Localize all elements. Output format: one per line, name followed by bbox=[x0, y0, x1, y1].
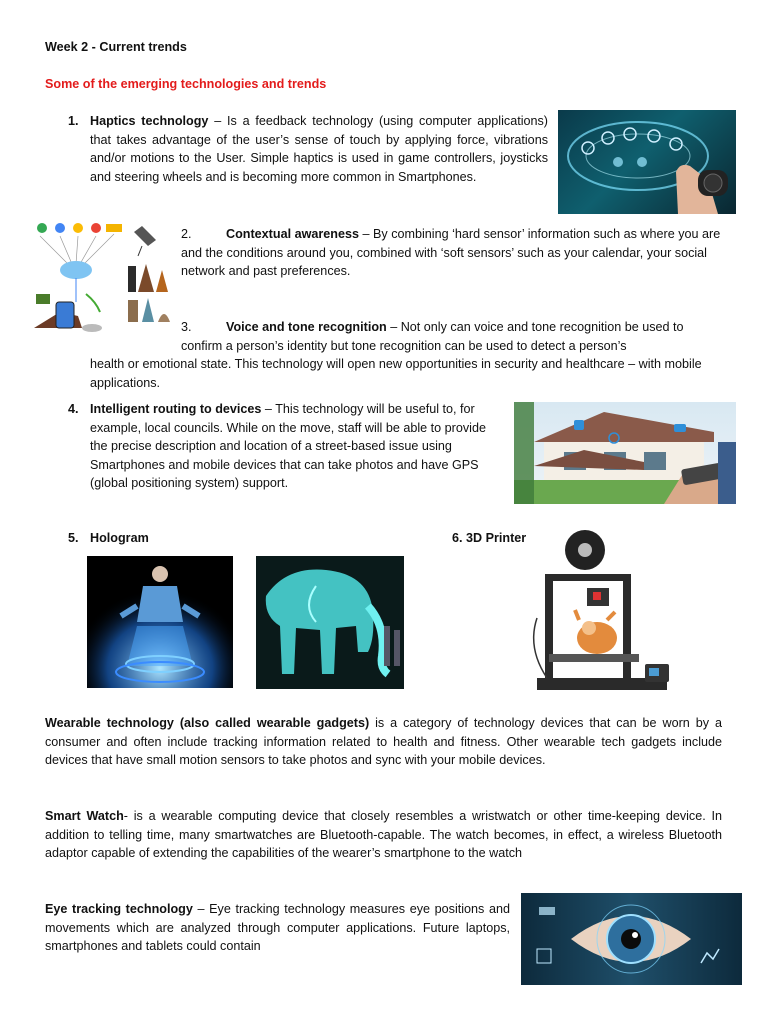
smartwatch-text: - is a wearable computing device that closely resembles a wristwatch or other time-keeping device. In addition to telling time, many smartwatches are Bluetooth-capable. The watch becomes, in effect, a wireless Bluetooth adaptor capable of extending the capabilities of the wearer’s smartphone to the watch bbox=[45, 809, 722, 861]
hologram-person-image bbox=[87, 556, 233, 688]
context-awareness-image bbox=[30, 216, 178, 338]
list-number: 3. bbox=[181, 320, 192, 334]
list-number: 1. bbox=[68, 114, 79, 128]
contextual-paragraph bbox=[181, 225, 726, 281]
eyetracking-text: – Eye tracking technology measures eye positions and movements which are analyzed through computer applications. Future laptops, smartphones and tablets could contain bbox=[45, 902, 510, 954]
contextual-term: Contextual awareness bbox=[226, 227, 359, 241]
wearable-text: is a category of technology devices that can be worn by a consumer and often include tracking information related to health and fitness. Other wearable tech gadgets include devices that have small motion sensors to take photos and sync with your mobile devices. bbox=[45, 716, 722, 768]
haptics-paragraph bbox=[90, 112, 548, 186]
smart-home-image bbox=[514, 402, 736, 504]
haptics-text: – Is a feedback technology (using computer applications) that takes advantage of the user’s sense of touch by applying force, vibrations and/or motions to the User. Simple haptics is used in game controllers, joysticks and steering wheels and is becoming more common in Smartphones. bbox=[90, 114, 549, 184]
wearable-paragraph bbox=[45, 714, 722, 770]
3d-printer-image bbox=[527, 528, 673, 698]
voice-paragraph-first bbox=[181, 318, 726, 355]
eyetracking-term: Eye tracking technology bbox=[45, 902, 193, 916]
eyetracking-paragraph bbox=[45, 900, 510, 956]
routing-term: Intelligent routing to devices bbox=[90, 402, 262, 416]
section-subtitle: Some of the emerging technologies and trends bbox=[45, 77, 327, 91]
smartwatch-term: Smart Watch bbox=[45, 809, 124, 823]
contextual-text: – By combining ‘hard sensor’ information such as where you are and the conditions around you, combined with ‘soft sensors’ such as your calendar, your social network and past preferences. bbox=[181, 227, 721, 279]
haptics-term: Haptics technology bbox=[90, 114, 209, 128]
wearable-term: Wearable technology (also called wearable gadgets) bbox=[45, 716, 370, 730]
smartwatch-paragraph bbox=[45, 807, 722, 863]
printer-heading: 6. 3D Printer bbox=[452, 531, 527, 545]
voice-paragraph-rest: health or emotional state. This technology will open new opportunities in security and healthcare – with mobile applications. bbox=[90, 357, 702, 390]
routing-text: – This technology will be useful to, for example, local councils. While on the move, staff will be able to provide the precise description and location of a street-based issue using Smartphones and mobile devices that can take photos and have GPS (global positioning system) support. bbox=[90, 402, 486, 491]
hologram-heading: Hologram bbox=[90, 531, 149, 545]
haptics-image bbox=[558, 110, 736, 214]
list-number: 5. bbox=[68, 531, 79, 545]
page-title: Week 2 - Current trends bbox=[45, 40, 187, 54]
voice-term: Voice and tone recognition bbox=[226, 320, 387, 334]
list-number: 4. bbox=[68, 402, 79, 416]
routing-paragraph bbox=[90, 400, 502, 493]
eye-tracking-image bbox=[521, 893, 742, 985]
list-number: 2. bbox=[181, 227, 192, 241]
voice-text: – Not only can voice and tone recognition be used to confirm a person’s identity but tone recognition can be used to detect a person’s bbox=[181, 320, 684, 353]
hologram-elephant-image bbox=[256, 556, 404, 689]
